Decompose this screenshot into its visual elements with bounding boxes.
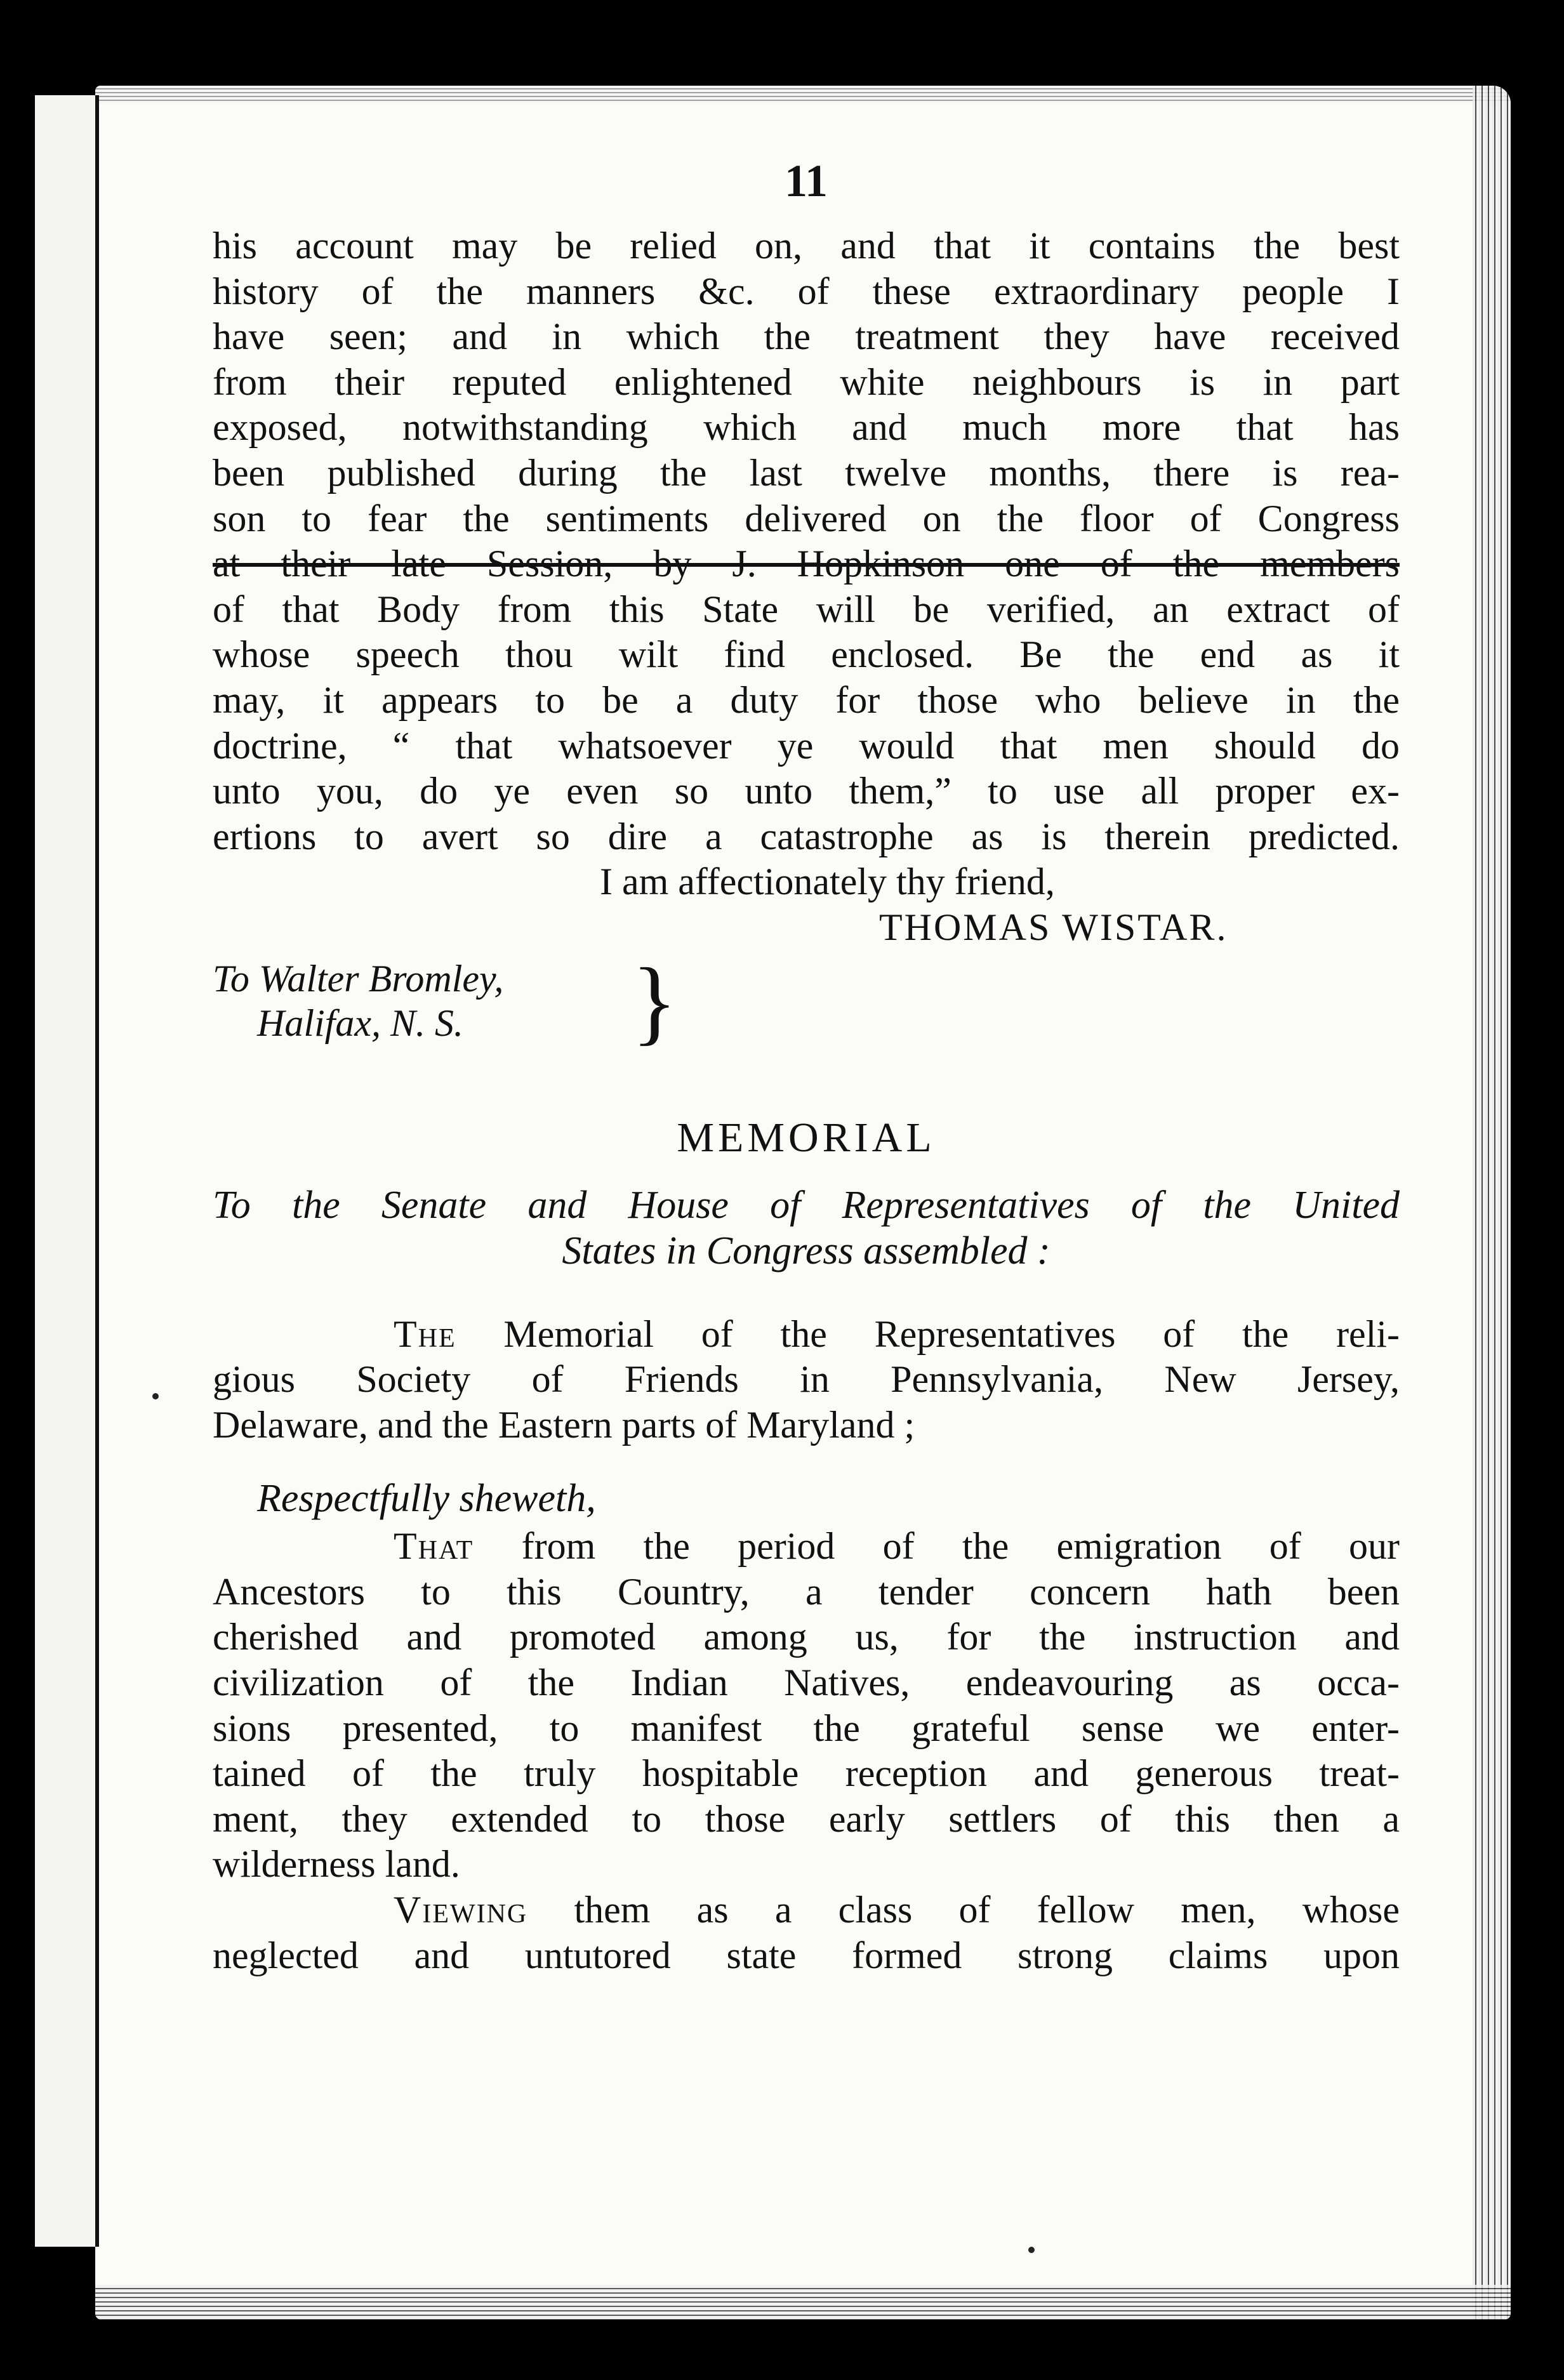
paragraph-line: cherished and promoted among us, for the instruction and [213, 1616, 1400, 1658]
intro-line-text: Memorial of the Representatives of the reli- [503, 1312, 1400, 1355]
paragraph-line: Ancestors to this Country, a tender concern hath been [213, 1570, 1400, 1613]
book-page [95, 86, 1511, 2320]
page-bottom-edge [95, 2285, 1511, 2320]
paragraph-line: tained of the truly hospitable reception and generous treat- [213, 1752, 1400, 1795]
paragraph-line [213, 1524, 1400, 1570]
intro-line: gious Society of Friends in Pennsylvania, New Jersey, [213, 1358, 1400, 1401]
letter-line: his account may be relied on, and that it contains the best [213, 225, 1400, 267]
memorial-paragraph-2 [213, 1887, 1400, 1978]
letter-line: ertions to avert so dire a catastrophe as is therein predicted. [213, 815, 1400, 857]
paragraph-line: neglected and untutored state formed strong claims upon [213, 1934, 1400, 1976]
memorial-paragraph-1 [213, 1524, 1400, 1887]
page-number: 11 [784, 155, 828, 206]
letter-closing: I am affectionately thy friend, [600, 861, 1055, 903]
memorial-intro [213, 1312, 1400, 1448]
addressee-name: To Walter Bromley, [213, 957, 504, 1000]
page-right-edge [1473, 86, 1511, 2320]
intro-line [213, 1312, 1400, 1358]
letter-line: may, it appears to be a duty for those who believe in the [213, 678, 1400, 721]
memorial-address-line: States in Congress assembled : [562, 1229, 1050, 1273]
letter-line-struck: at their late Session, by J. Hopkinson one of the members [213, 543, 1400, 585]
page-content [213, 146, 1400, 1978]
letter-line: of that Body from this State will be verified, an extract of [213, 588, 1400, 630]
page-top-edge [95, 86, 1511, 103]
letter-addressee [213, 948, 1400, 1054]
paragraph-line: ment, they extended to those early settlers of this then a [213, 1797, 1400, 1840]
letter-line: exposed, notwithstanding which and much more that has [213, 406, 1400, 449]
letter-line: unto you, do ye even so unto them,” to use all proper ex- [213, 770, 1400, 812]
letter-line: doctrine, “ that whatsoever ye would that men should do [213, 724, 1400, 767]
letter-body [213, 223, 1400, 951]
addressee-place: Halifax, N. S. [257, 1002, 463, 1044]
paragraph-line-text: them as a class of fellow men, whose [574, 1889, 1400, 1931]
adjacent-page-edge [35, 95, 99, 2247]
letter-line: have seen; and in which the treatment they have received [213, 315, 1400, 358]
letter-line: son to fear the sentiments delivered on the floor of Congress [213, 497, 1400, 539]
paragraph-line: wilderness land. [213, 1843, 460, 1886]
memorial-heading: MEMORIAL [677, 1114, 936, 1161]
letter-signature: THOMAS WISTAR. [879, 906, 1228, 948]
paragraph-line: civilization of the Indian Natives, endeavouring as occa- [213, 1662, 1400, 1704]
paragraph-line [213, 1887, 1400, 1933]
ink-speck [152, 1393, 159, 1399]
paragraph-line: sions presented, to manifest the grateful sense we enter- [213, 1707, 1400, 1749]
addressee-brace: } [632, 948, 677, 1054]
intro-first-word: The [394, 1312, 456, 1355]
ink-speck [1028, 2247, 1035, 2253]
paragraph-line-text: from the period of the emigration of our [521, 1525, 1400, 1568]
letter-line: from their reputed enlightened white neighbours is in part [213, 360, 1400, 403]
paragraph-first-word: That [394, 1525, 474, 1568]
memorial-salutation: Respectfully sheweth, [257, 1477, 596, 1521]
paragraph-first-word: Viewing [394, 1889, 528, 1931]
intro-line: Delaware, and the Eastern parts of Maryland ; [213, 1403, 915, 1446]
letter-line: whose speech thou wilt find enclosed. Be the end as it [213, 633, 1400, 676]
memorial-address-line: To the Senate and House of Representatives of the United [213, 1183, 1400, 1227]
letter-line: been published during the last twelve months, there is rea- [213, 451, 1400, 494]
letter-line: history of the manners &c. of these extraordinary people I [213, 270, 1400, 312]
